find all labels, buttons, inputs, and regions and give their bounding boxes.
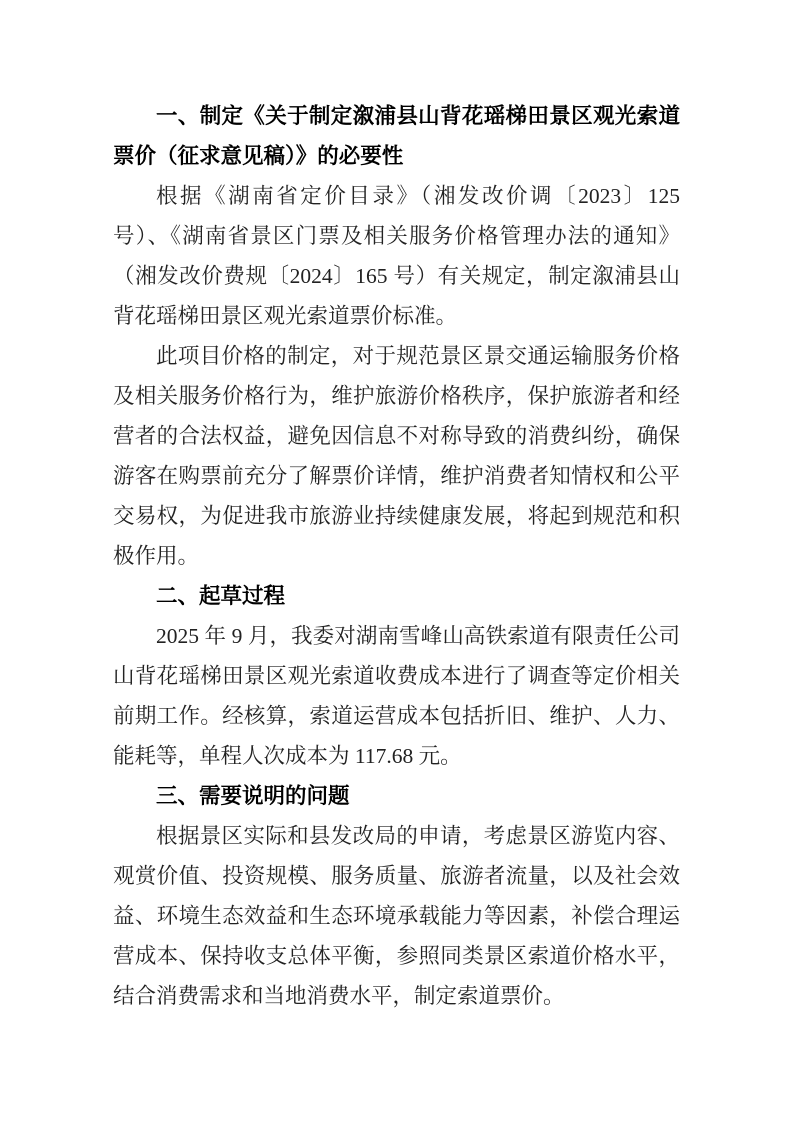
paragraph-pricing-considerations: 根据景区实际和县发改局的申请，考虑景区游览内容、观赏价值、投资规模、服务质量、旅游者流量，以及社会效益、环境生态效益和生态环境承载能力等因素，补偿合理运营成本、保持收支总体平衡，参照同类景区索道价格水平，结合消费需求和当地消费水平，制定索道票价。	[113, 824, 680, 1008]
paragraph-purpose: 此项目价格的制定，对于规范景区景交通运输服务价格及相关服务价格行为，维护旅游价格秩序，保护旅游者和经营者的合法权益，避免因信息不对称导致的消费纠纷，确保游客在购票前充分了解票价详情，维护消费者知情权和公平交易权，为促进我市旅游业持续健康发展，将起到规范和积极作用。	[113, 344, 680, 568]
document-body	[113, 96, 680, 1016]
paragraph-legal-basis: 根据《湖南省定价目录》（湘发改价调〔2023〕125 号）、《湖南省景区门票及相关服务价格管理办法的通知》（湘发改价费规〔2024〕165 号）有关规定，制定溆浦县山背花瑶梯田景区观光索道票价标准。	[113, 184, 680, 328]
section-heading-necessity: 一、制定《关于制定溆浦县山背花瑶梯田景区观光索道票价（征求意见稿）》的必要性	[113, 104, 680, 168]
section-heading-issues-to-explain: 三、需要说明的问题	[156, 784, 350, 808]
section-heading-drafting-process: 二、起草过程	[156, 584, 286, 608]
paragraph-cost-investigation: 2025 年 9 月，我委对湖南雪峰山高铁索道有限责任公司山背花瑶梯田景区观光索道收费成本进行了调查等定价相关前期工作。经核算，索道运营成本包括折旧、维护、人力、能耗等，单程人次成本为 117.68 元。	[113, 624, 680, 768]
